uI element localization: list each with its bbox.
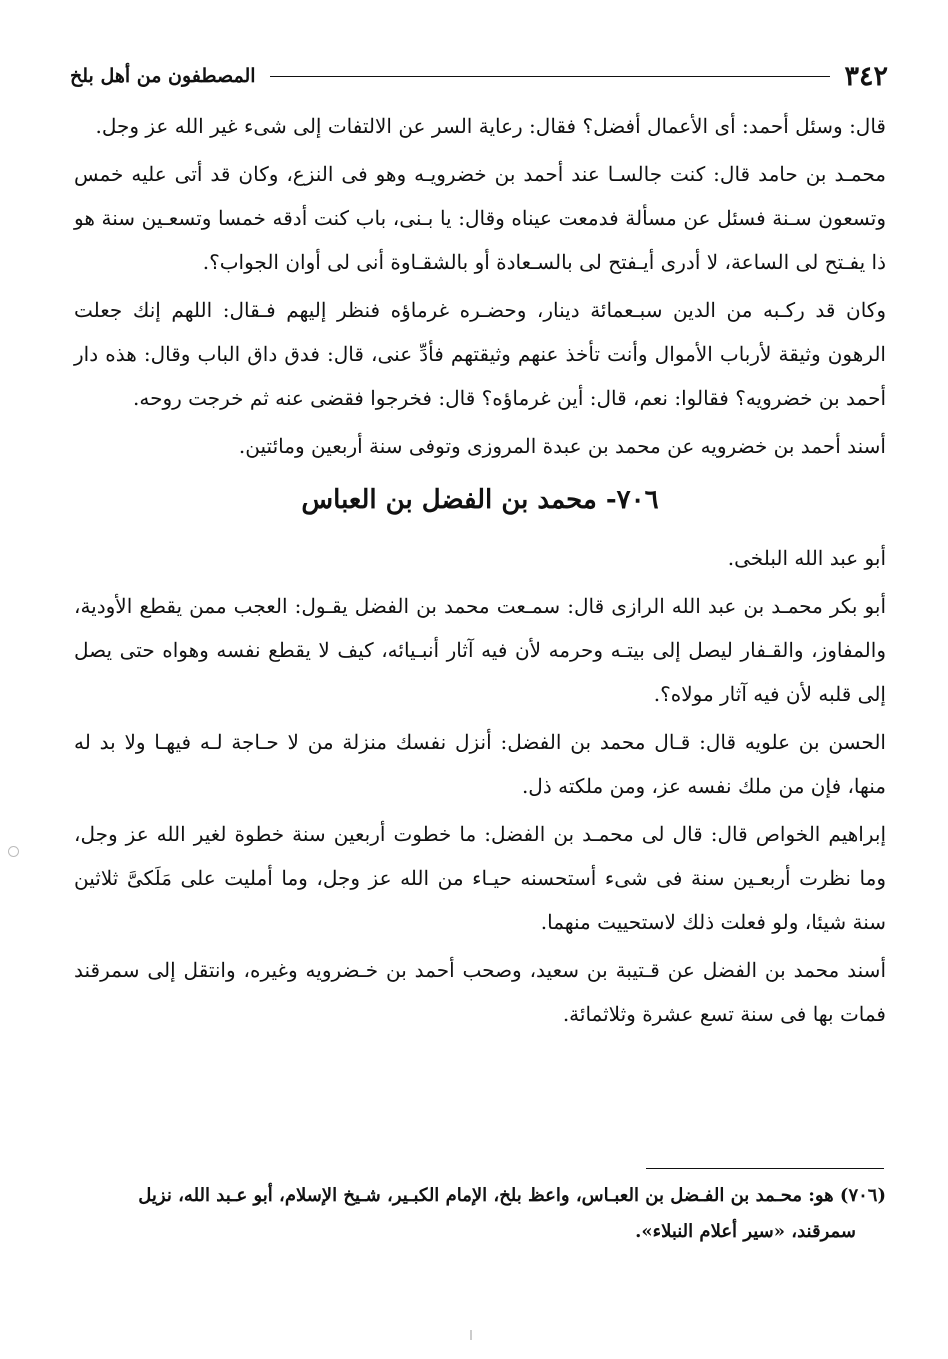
- footnote-line: (٧٠٦) هو: محـمد بن الفـضل بن العبـاس، واعظ بلخ، الإمام الكبـير، شـيخ الإسلام، أبو عـبد الله، نزيل: [138, 1185, 886, 1206]
- paragraph: الحسن بن علويه قال: قـال محمد بن الفضل: أنزل نفسك منزلة من لا حـاجة لـه فيهـا ولا بد له منها، فإن من ملك نفسه عز، ومن ملكته ذل.: [74, 730, 886, 798]
- paragraph: إبراهيم الخواص قال: قال لى محمـد بن الفضل: ما خطوت أربعين سنة خطوة لغير الله عز وجل، وما نظرت أربعـين سنة فى شىء أستحسنه حيـاء من الله عز وجل، وما أمليت على مَلَكىَّ ثلاثين سنة شيئا، ولو فعلت ذلك لاستحييت منهما.: [74, 822, 886, 934]
- footnote: [74, 1178, 886, 1250]
- page-header: [70, 58, 888, 94]
- header-rule: [270, 76, 831, 77]
- paragraph: أسند محمد بن الفضل عن قـتيبة بن سعيد، وصحب أحمد بن خـضرويه وغيره، وانتقل إلى سمرقند فمات بها فى سنة تسع عشرة وثلاثمائة.: [74, 958, 886, 1026]
- body-text: [74, 104, 886, 1040]
- paragraph: أبو بكر محمـد بن عبد الله الرازى قال: سمـعت محمد بن الفضل يقـول: العجب ممن يقطع الأودية، والمفاوز، والقـفار ليصل إلى بيتـه وحرمه لأن فيه آثار أنبـيائه، كيف لا يقطع نفسه وهواه حتى يصل إلى قلبه لأن فيه آثار مولاه؟.: [74, 594, 886, 706]
- paragraph: أبو عبد الله البلخى.: [727, 546, 886, 570]
- scan-mark: [470, 1330, 472, 1340]
- paragraph: أسند أحمد بن خضرويه عن محمد بن عبدة المروزى وتوفى سنة أربعين ومائتين.: [238, 434, 886, 458]
- paragraph: وكان قد ركـبه من الدين سبـعمائة دينار، وحضـره غرماؤه فنظر إليهم فـقال: اللهم إنك جعلت الرهون وثيقة لأرباب الأموال وأنت تأخذ عنهم وثيقتهم فأدِّ عنى، قال: فدق داق الباب وقال: هذه دار أحمد بن خضرويه؟ فقالوا: نعم، قال: أين غرماؤه؟ قال: فخرجوا فقضى عنه ثم خرجت روحه.: [74, 298, 886, 410]
- margin-mark: [8, 846, 19, 857]
- footnote-line: سمرقند، «سير أعلام النبلاء».: [635, 1221, 856, 1242]
- paragraph: محمـد بن حامد قال: كنت جالسـا عند أحمد بن خضرويـه وهو فى النزع، وكان قد أتى عليه خمس وتسعون سـنة فسئل عن مسألة فدمعت عيناه وقال: يا بـنى، باب كنت أدقه خمسا وتسعـين سنة هو ذا يفـتح لى الساعة، لا أدرى أيـفتح لى بالسـعادة أو بالشقـاوة أنى لى أوان الجواب؟.: [74, 162, 886, 274]
- paragraph: قال: وسئل أحمد: أى الأعمال أفضل؟ فقال: رعاية السر عن الالتفات إلى شىء غير الله عز وجل.: [95, 114, 886, 138]
- page-number: ٣٤٢: [844, 60, 888, 92]
- entry-heading: ٧٠٦- محمد بن الفضل بن العباس: [301, 485, 659, 515]
- footnote-rule: [646, 1168, 884, 1169]
- running-title: المصطفون من أهل بلخ: [70, 65, 256, 87]
